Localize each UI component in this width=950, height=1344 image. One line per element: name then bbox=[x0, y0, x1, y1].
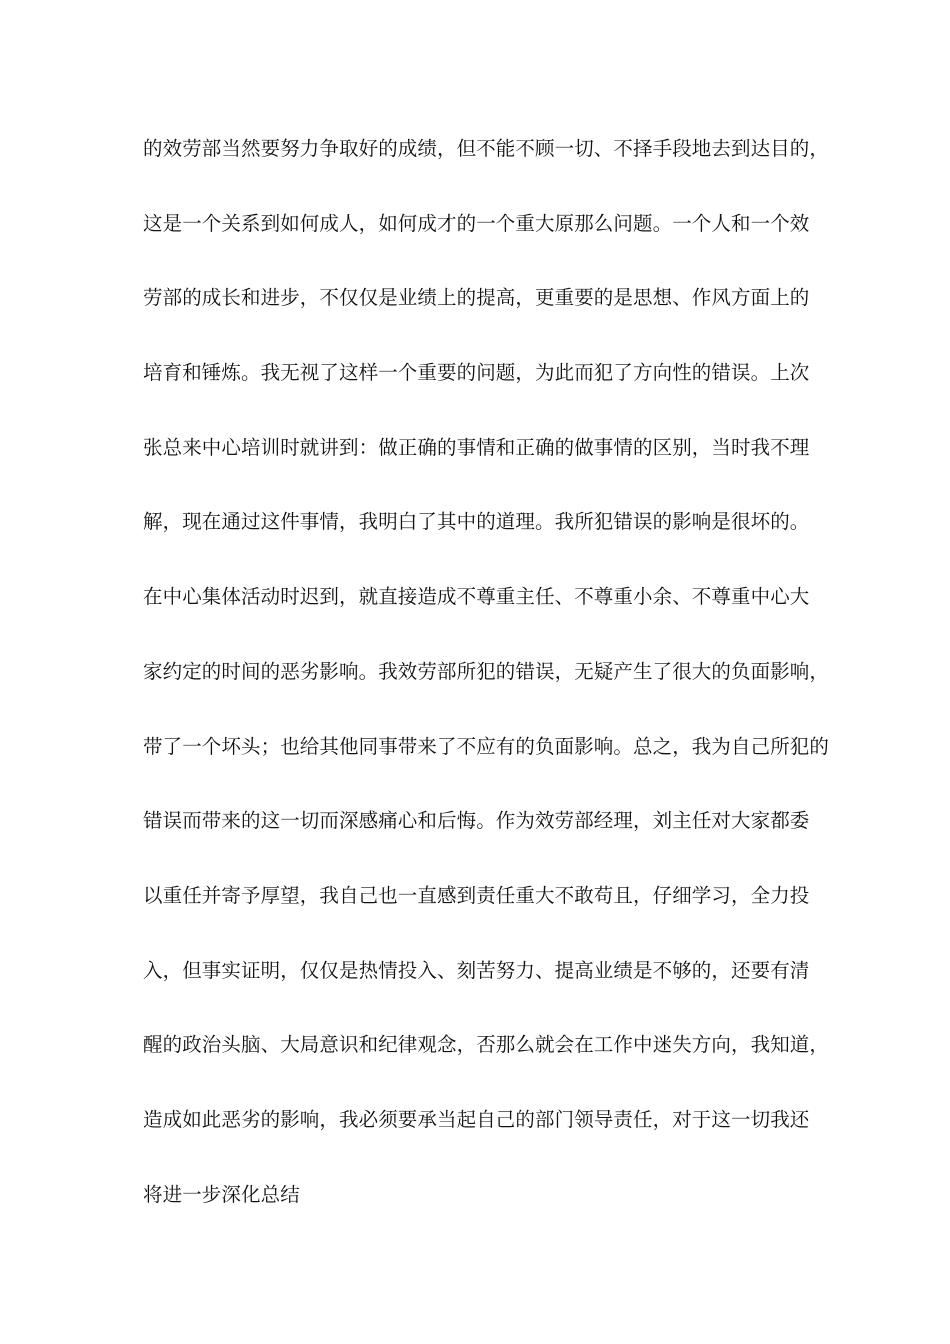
text-line-15: 将进一步深化总结 bbox=[143, 1182, 300, 1206]
text-line-4: 培育和锤炼。我无视了这样一个重要的问题，为此而犯了方向性的错误。上次 bbox=[143, 361, 810, 385]
body-paragraph bbox=[143, 129, 830, 1249]
text-line-10: 错误而带来的这一切而深感痛心和后悔。作为效劳部经理，刘主任对大家都委 bbox=[143, 809, 810, 833]
text-line-14: 造成如此恶劣的影响，我必须要承当起自己的部门领导责任，对于这一切我还 bbox=[143, 1107, 810, 1131]
text-line-12: 入，但事实证明，仅仅是热情投入、刻苦努力、提高业绩是不够的，还要有清 bbox=[143, 958, 810, 982]
text-line-1: 的效劳部当然要努力争取好的成绩，但不能不顾一切、不择手段地去到达目的， bbox=[143, 137, 830, 160]
text-line-7: 在中心集体活动时迟到，就直接造成不尊重主任、不尊重小余、不尊重中心大 bbox=[143, 585, 810, 609]
text-line-6: 解，现在通过这件事情，我明白了其中的道理。我所犯错误的影响是很坏的。 bbox=[143, 510, 810, 534]
text-line-3: 劳部的成长和进步，不仅仅是业绩上的提高，更重要的是思想、作风方面上的 bbox=[143, 286, 810, 310]
text-line-8: 家约定的时间的恶劣影响。我效劳部所犯的错误，无疑产生了很大的负面影响， bbox=[143, 659, 830, 683]
text-line-2: 这是一个关系到如何成人，如何成才的一个重大原那么问题。一个人和一个效 bbox=[143, 211, 810, 235]
text-line-13: 醒的政治头脑、大局意识和纪律观念，否那么就会在工作中迷失方向，我知道， bbox=[143, 1033, 830, 1057]
text-line-11: 以重任并寄予厚望，我自己也一直感到责任重大不敢苟且，仔细学习，全力投 bbox=[143, 883, 810, 907]
text-line-5: 张总来中心培训时就讲到：做正确的事情和正确的做事情的区别，当时我不理 bbox=[143, 435, 810, 459]
text-line-9: 带了一个坏头；也给其他同事带来了不应有的负面影响。总之，我为自己所犯的 bbox=[143, 734, 830, 758]
